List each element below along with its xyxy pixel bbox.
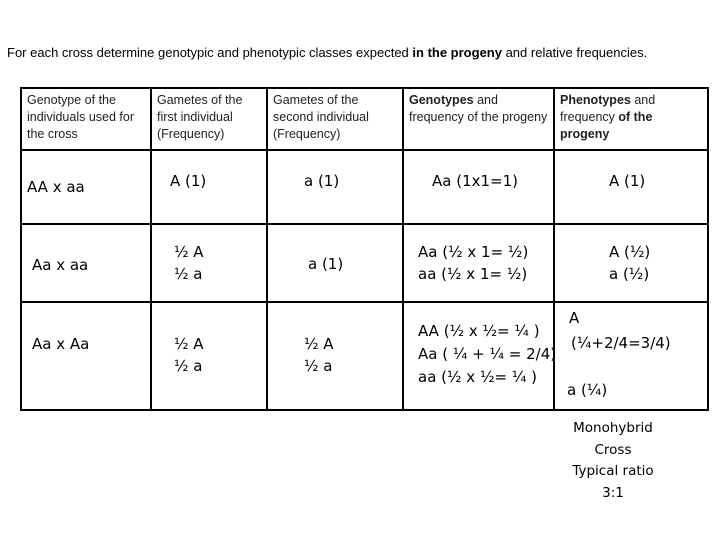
gametes-first-2: ½ a [174,357,203,375]
ratio-note [570,418,656,504]
table-row [21,150,708,224]
gametes-first: ½ A [174,243,204,261]
intro-text: For each cross determine genotypic and phenotypic classes expected [7,45,413,60]
header-progeny-genotypes [403,88,554,150]
note-line: Monohybrid [573,420,653,436]
progeny-genotype-3: aa (½ x ½= ¼ ) [418,368,537,386]
table-row [21,224,708,302]
progeny-phenotype: A (½) [609,243,651,261]
h-mid: and frequency [560,93,656,124]
h-rest: and frequency of the progeny [409,93,548,124]
gametes-first: ½ A [174,335,204,353]
header-gametes-second: Gametes of the second individual (Frequency) [267,88,403,150]
header-row [21,88,708,150]
progeny-genotype: AA (½ x ½= ¼ ) [418,322,540,340]
h-bold: Genotypes [409,93,474,107]
note-line: Cross [594,441,632,458]
cross: AA x aa [27,178,85,196]
progeny-phenotype-2: a (½) [609,265,650,283]
h-bold2: of the progeny [560,110,653,141]
gametes-second: a (1) [308,255,344,273]
gametes-first-2: ½ a [174,265,203,283]
header-genotype: Genotype of the individuals used for the cross [21,88,151,150]
progeny-genotype: Aa (½ x 1= ½) [418,243,529,261]
progeny-phenotype-2: (¼+2/4=3/4) [571,334,671,352]
progeny-genotype: Aa (1x1=1) [432,172,519,190]
progeny-phenotype: A [569,309,580,327]
progeny-genotype-2: Aa ( ¼ + ¼ = 2/4) [418,345,557,363]
header-progeny-phenotypes [554,88,708,150]
cross: Aa x Aa [32,335,90,353]
gametes-second: a (1) [304,172,340,190]
header-gametes-first: Gametes of the first individual (Frequency) [151,88,267,150]
cross: Aa x aa [32,256,89,274]
progeny-genotype-2: aa (½ x 1= ½) [418,265,528,283]
instructions [7,42,667,63]
progeny-phenotype-3: a (¼) [567,381,608,399]
note-line: Typical ratio [572,463,654,479]
cross-table [20,87,709,411]
intro-text-end: and relative frequencies. [501,45,648,60]
progeny-phenotype: A (1) [609,172,646,190]
intro-bold: in the progeny [412,45,502,60]
gametes-second-2: ½ a [304,357,333,375]
gametes-first: A (1) [170,172,207,190]
table-row [21,302,708,410]
gametes-second: ½ A [304,335,334,353]
note-line: 3:1 [602,484,624,501]
h-bold: Phenotypes [560,93,631,107]
